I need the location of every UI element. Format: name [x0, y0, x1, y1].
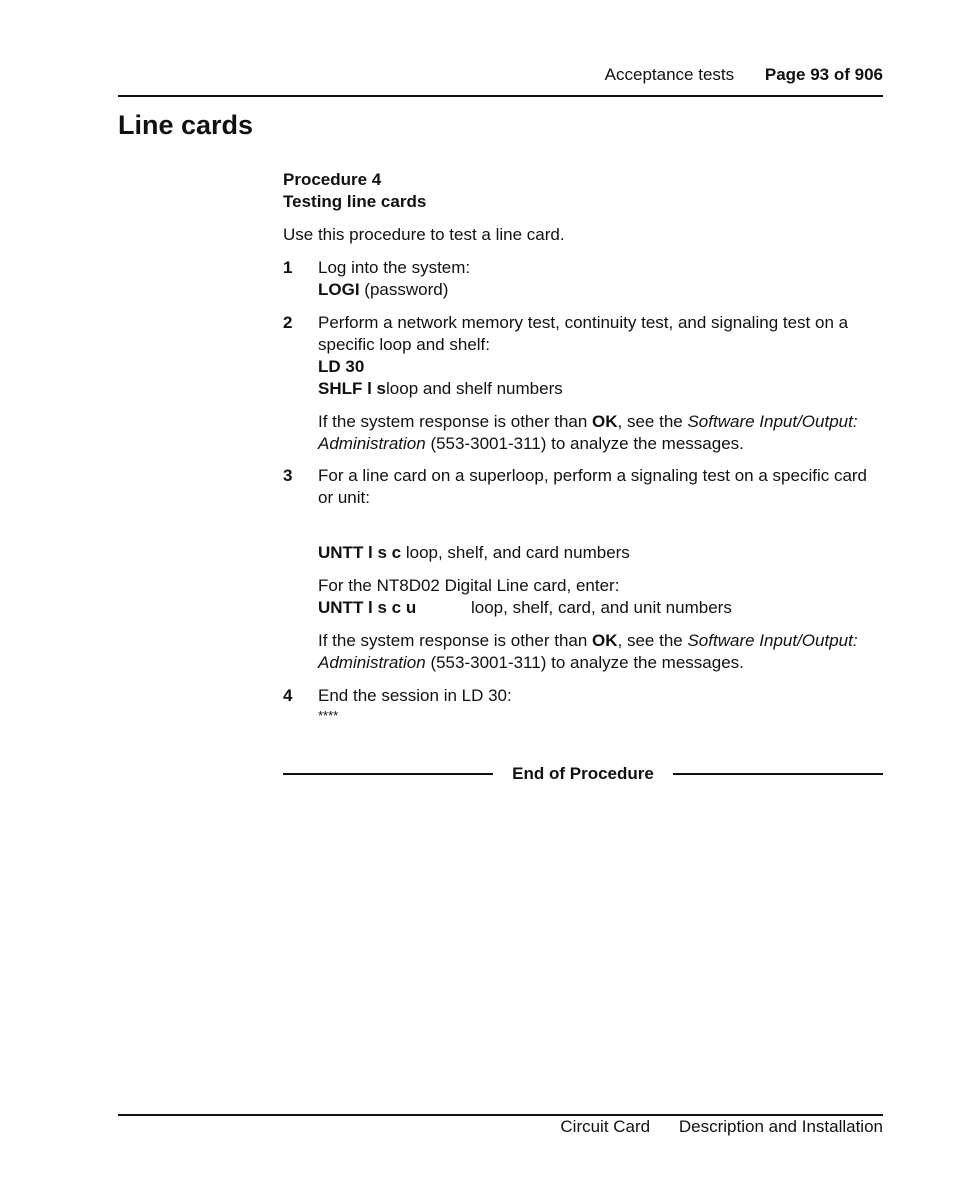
step-number: 1 — [283, 258, 293, 277]
procedure-heading — [283, 169, 883, 213]
command-name: UNTT l s c — [318, 543, 402, 562]
command-name: LOGI — [318, 280, 360, 299]
command-description: loop, shelf, and card numbers — [401, 543, 630, 562]
command-ld30: LD 30 — [318, 357, 365, 376]
command-end-session: **** — [318, 708, 339, 723]
page-title: Line cards — [118, 110, 254, 140]
step-number: 2 — [283, 313, 293, 332]
step-note: If the system response is other than OK, see the Software Input/Output: Administration (553-3001-311) to analyze the messages. — [318, 412, 858, 453]
step-4 — [283, 685, 883, 725]
end-of-procedure-label: End of Procedure — [512, 764, 654, 783]
step-text: For a line card on a superloop, perform a signaling test on a specific card or unit: — [318, 466, 868, 507]
step-command — [318, 279, 883, 301]
command-untt-card — [318, 542, 883, 564]
procedure-name: Testing line cards — [283, 192, 427, 211]
procedure-number: Procedure 4 — [283, 170, 382, 189]
step-number: 4 — [283, 686, 293, 705]
step-note: If the system response is other than OK, see the Software Input/Output: Administration (553-3001-311) to analyze the messages. — [318, 631, 858, 672]
header-section: Acceptance tests — [604, 65, 735, 84]
footer-left: Circuit Card — [560, 1117, 651, 1136]
document-reference: Software Input/Output: Administration — [318, 412, 858, 453]
page-header — [118, 65, 883, 85]
header-rule — [118, 95, 883, 97]
step-number: 3 — [283, 466, 293, 485]
step-3 — [283, 465, 883, 674]
step-text: End the session in LD 30: — [318, 686, 512, 705]
divider-right — [673, 773, 883, 775]
footer-right: Description and Installation — [678, 1117, 883, 1136]
step-text: Log into the system: — [318, 258, 471, 277]
document-reference: Software Input/Output: Administration — [318, 631, 858, 672]
step-text: Perform a network memory test, continuity test, and signaling test on a specific loop and shelf: — [318, 313, 849, 354]
command-name: SHLF l s — [318, 379, 387, 398]
command-description: loop, shelf, card, and unit numbers — [471, 598, 732, 617]
procedure-intro: Use this procedure to test a line card. — [283, 225, 565, 244]
digital-line-text: For the NT8D02 Digital Line card, enter: — [318, 576, 620, 595]
step-2 — [283, 312, 883, 455]
command-shlf — [318, 378, 883, 400]
end-of-procedure — [283, 763, 883, 785]
divider-left — [283, 773, 493, 775]
footer-rule — [118, 1114, 883, 1116]
command-name: UNTT l s c u — [318, 598, 417, 617]
command-argument: (password) — [359, 280, 449, 299]
page-footer — [118, 1117, 883, 1137]
step-1 — [283, 257, 883, 301]
command-untt-unit — [318, 597, 883, 619]
command-description: loop and shelf numbers — [386, 379, 563, 398]
header-page-number: Page 93 of 906 — [764, 65, 883, 84]
